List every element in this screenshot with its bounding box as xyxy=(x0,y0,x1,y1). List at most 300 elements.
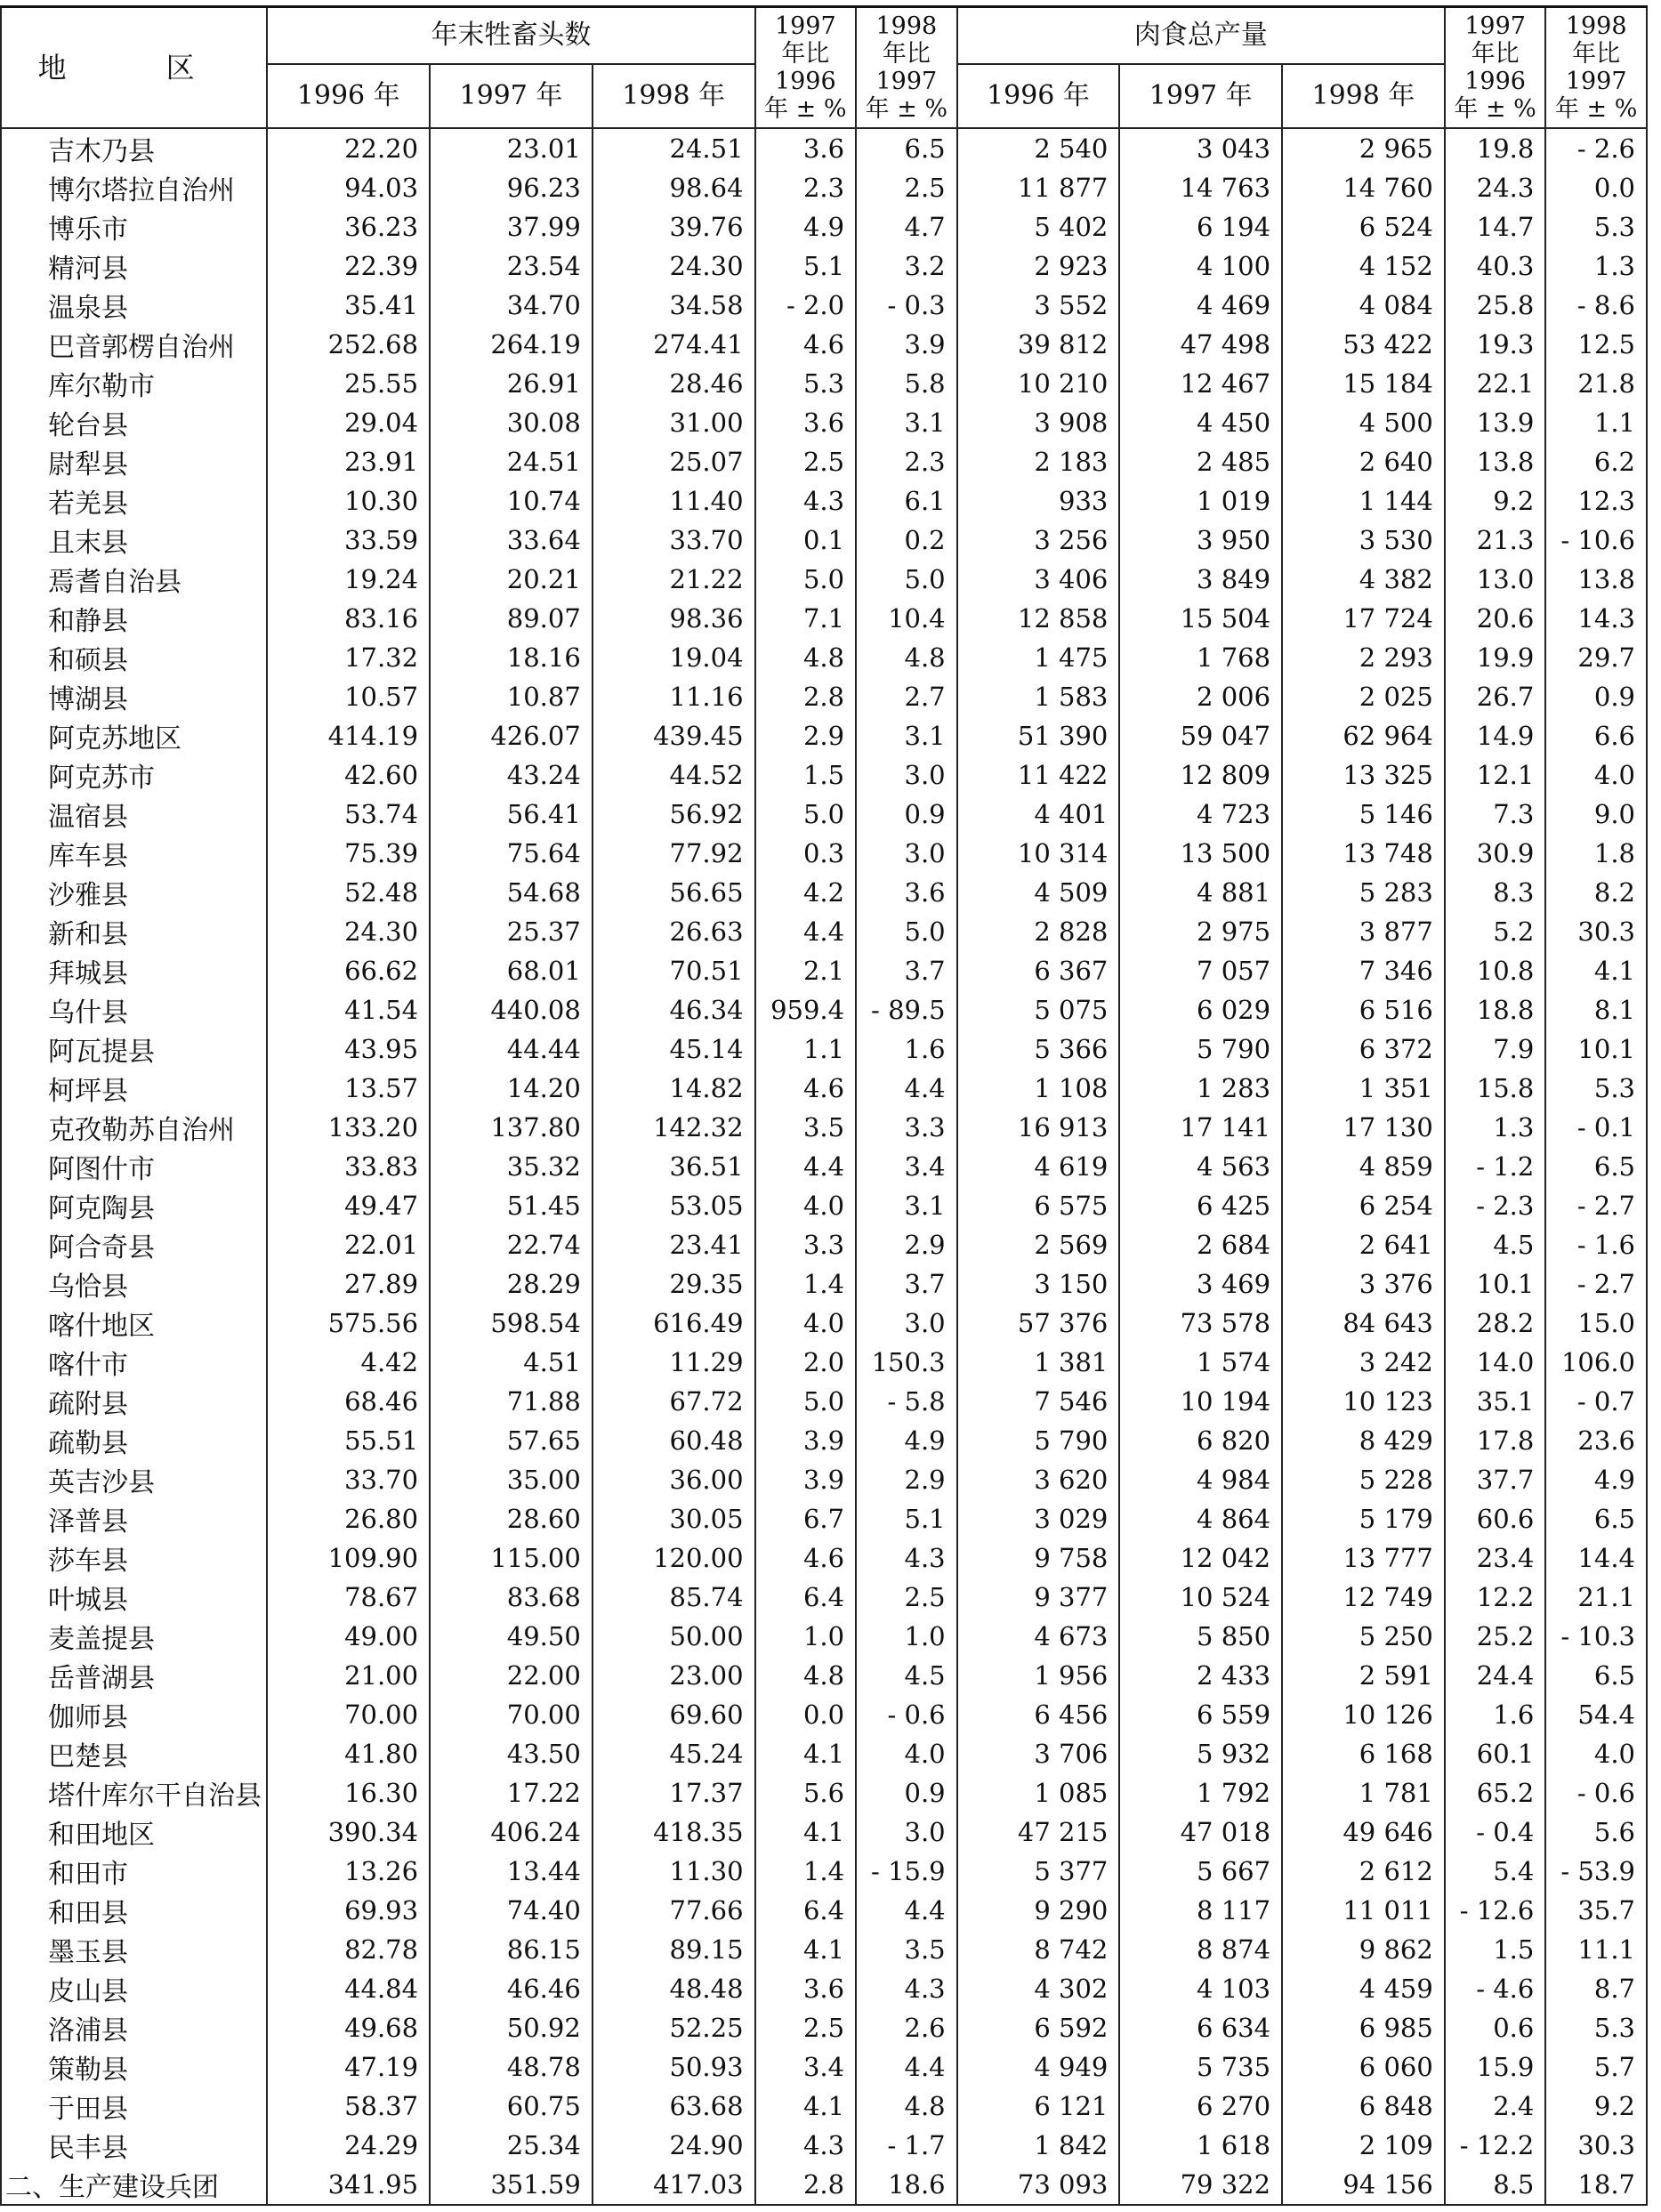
cell-meat-1997: 17 141 xyxy=(1119,1108,1282,1147)
table-row xyxy=(1,2008,1647,2047)
cell-livestock-1997: 406.24 xyxy=(430,1812,593,1852)
cell-meat-1998: 6 848 xyxy=(1282,2087,1445,2126)
cell-livestock-chg98: 3.9 xyxy=(856,325,957,364)
cell-meat-1998: 5 250 xyxy=(1282,1617,1445,1656)
cell-livestock-chg97: 3.6 xyxy=(755,403,857,442)
cell-meat-chg98: 29.7 xyxy=(1545,638,1647,677)
cell-livestock-1998: 23.00 xyxy=(593,1656,755,1695)
cell-livestock-chg98: 3.3 xyxy=(856,1108,957,1147)
cell-livestock-chg98: 2.5 xyxy=(856,168,957,207)
cell-livestock-1997: 54.68 xyxy=(430,873,593,912)
cell-livestock-chg97: 4.3 xyxy=(755,2126,857,2165)
cell-livestock-1997: 71.88 xyxy=(430,1382,593,1421)
cell-meat-1998: 4 382 xyxy=(1282,560,1445,599)
cell-livestock-chg98: 5.1 xyxy=(856,1499,957,1538)
cell-livestock-1998: 31.00 xyxy=(593,403,755,442)
cell-meat-1996: 3 620 xyxy=(957,1460,1120,1499)
cell-meat-1997: 2 433 xyxy=(1119,1656,1282,1695)
cell-livestock-1997: 30.08 xyxy=(430,403,593,442)
cell-meat-chg98: 10.1 xyxy=(1545,1029,1647,1069)
cell-meat-1996: 5 402 xyxy=(957,207,1120,246)
cell-livestock-1997: 96.23 xyxy=(430,168,593,207)
cell-meat-chg98: - 0.6 xyxy=(1545,1773,1647,1812)
cell-meat-chg97: - 12.6 xyxy=(1445,1891,1546,1930)
cell-meat-1996: 6 367 xyxy=(957,951,1120,990)
cell-livestock-chg98: 3.5 xyxy=(856,1930,957,1969)
cell-meat-1996: 2 183 xyxy=(957,442,1120,481)
cell-livestock-chg97: 2.1 xyxy=(755,951,857,990)
table-row xyxy=(1,1538,1647,1578)
cell-region-name: 若羌县 xyxy=(1,481,267,521)
cell-livestock-chg98: 3.0 xyxy=(856,755,957,795)
cell-livestock-1997: 25.34 xyxy=(430,2126,593,2165)
cell-livestock-1997: 49.50 xyxy=(430,1617,593,1656)
cell-meat-chg98: 0.0 xyxy=(1545,168,1647,207)
cell-meat-chg98: 5.3 xyxy=(1545,207,1647,246)
cell-livestock-1998: 30.05 xyxy=(593,1499,755,1538)
cell-meat-1998: 5 283 xyxy=(1282,873,1445,912)
cell-livestock-1997: 50.92 xyxy=(430,2008,593,2047)
cell-livestock-chg97: 3.3 xyxy=(755,1225,857,1264)
cell-region-name: 岳普湖县 xyxy=(1,1656,267,1695)
cell-meat-chg98: 21.8 xyxy=(1545,364,1647,403)
table-row xyxy=(1,716,1647,755)
cell-meat-chg98: 8.7 xyxy=(1545,1969,1647,2008)
cell-livestock-chg98: 4.9 xyxy=(856,1421,957,1460)
cell-meat-1998: 12 749 xyxy=(1282,1578,1445,1617)
cell-meat-chg97: - 0.4 xyxy=(1445,1812,1546,1852)
cell-livestock-chg98: 3.6 xyxy=(856,873,957,912)
cell-meat-1996: 4 401 xyxy=(957,795,1120,834)
cell-meat-1996: 2 569 xyxy=(957,1225,1120,1264)
cell-region-name: 乌什县 xyxy=(1,990,267,1029)
cell-meat-chg97: 2.4 xyxy=(1445,2087,1546,2126)
cell-meat-chg97: 20.6 xyxy=(1445,599,1546,638)
cell-meat-1998: 2 965 xyxy=(1282,128,1445,168)
cell-meat-1996: 1 956 xyxy=(957,1656,1120,1695)
cell-livestock-chg97: 4.1 xyxy=(755,1734,857,1773)
cell-meat-1998: 2 640 xyxy=(1282,442,1445,481)
cell-livestock-1998: 29.35 xyxy=(593,1264,755,1304)
cell-livestock-1996: 23.91 xyxy=(267,442,430,481)
cell-livestock-chg97: 2.5 xyxy=(755,2008,857,2047)
cell-meat-chg97: - 4.6 xyxy=(1445,1969,1546,2008)
cell-meat-1997: 47 018 xyxy=(1119,1812,1282,1852)
cell-meat-chg98: 5.7 xyxy=(1545,2047,1647,2087)
cell-livestock-chg98: 2.3 xyxy=(856,442,957,481)
cell-meat-1996: 11 877 xyxy=(957,168,1120,207)
cell-region-name: 阿克陶县 xyxy=(1,1186,267,1225)
cell-livestock-1996: 575.56 xyxy=(267,1304,430,1343)
cell-livestock-chg97: 3.6 xyxy=(755,1969,857,2008)
cell-livestock-1997: 74.40 xyxy=(430,1891,593,1930)
cell-meat-1997: 12 467 xyxy=(1119,364,1282,403)
table-row xyxy=(1,677,1647,716)
cell-meat-chg97: 21.3 xyxy=(1445,521,1546,560)
cell-meat-1998: 1 351 xyxy=(1282,1069,1445,1108)
cell-livestock-1997: 28.29 xyxy=(430,1264,593,1304)
cell-livestock-1996: 33.59 xyxy=(267,521,430,560)
cell-livestock-chg97: 5.1 xyxy=(755,246,857,286)
cell-meat-1997: 2 006 xyxy=(1119,677,1282,716)
cell-livestock-chg97: - 2.0 xyxy=(755,286,857,325)
cell-meat-chg98: 4.9 xyxy=(1545,1460,1647,1499)
cell-livestock-chg97: 4.6 xyxy=(755,1538,857,1578)
cell-region-name: 巴音郭楞自治州 xyxy=(1,325,267,364)
cell-region-name: 博尔塔拉自治州 xyxy=(1,168,267,207)
cell-region-name: 博乐市 xyxy=(1,207,267,246)
cell-livestock-chg98: 1.6 xyxy=(856,1029,957,1069)
cell-livestock-1996: 4.42 xyxy=(267,1343,430,1382)
cell-region-name: 喀什地区 xyxy=(1,1304,267,1343)
cell-livestock-1997: 17.22 xyxy=(430,1773,593,1812)
table-row xyxy=(1,1029,1647,1069)
header-region: 地 区 xyxy=(1,7,267,129)
cell-region-name: 阿图什市 xyxy=(1,1147,267,1186)
cell-livestock-1998: 77.92 xyxy=(593,834,755,873)
cell-meat-chg98: 13.8 xyxy=(1545,560,1647,599)
cell-region-name: 新和县 xyxy=(1,912,267,951)
table-row xyxy=(1,1069,1647,1108)
cell-meat-1997: 5 667 xyxy=(1119,1852,1282,1891)
cell-livestock-chg97: 5.3 xyxy=(755,364,857,403)
cell-livestock-chg98: 3.4 xyxy=(856,1147,957,1186)
table-row xyxy=(1,638,1647,677)
cell-livestock-chg97: 6.7 xyxy=(755,1499,857,1538)
table-row xyxy=(1,1852,1647,1891)
table-row xyxy=(1,951,1647,990)
cell-meat-chg98: 5.3 xyxy=(1545,1069,1647,1108)
cell-meat-1998: 3 877 xyxy=(1282,912,1445,951)
cell-region-name: 尉犁县 xyxy=(1,442,267,481)
table-row xyxy=(1,1460,1647,1499)
cell-meat-chg97: 14.7 xyxy=(1445,207,1546,246)
cell-livestock-1996: 390.34 xyxy=(267,1812,430,1852)
header-meat-chg97: 1997 年比 1996 年 ± % xyxy=(1445,7,1546,129)
cell-livestock-chg97: 959.4 xyxy=(755,990,857,1029)
cell-meat-chg97: 28.2 xyxy=(1445,1304,1546,1343)
cell-livestock-chg98: 6.5 xyxy=(856,128,957,168)
cell-livestock-1996: 33.83 xyxy=(267,1147,430,1186)
table-row xyxy=(1,1812,1647,1852)
cell-region-name: 拜城县 xyxy=(1,951,267,990)
cell-region-name: 和静县 xyxy=(1,599,267,638)
cell-region-name: 泽普县 xyxy=(1,1499,267,1538)
cell-livestock-1998: 36.00 xyxy=(593,1460,755,1499)
cell-livestock-1998: 28.46 xyxy=(593,364,755,403)
cell-livestock-1996: 94.03 xyxy=(267,168,430,207)
cell-livestock-1998: 23.41 xyxy=(593,1225,755,1264)
cell-meat-1997: 2 975 xyxy=(1119,912,1282,951)
cell-meat-1998: 1 781 xyxy=(1282,1773,1445,1812)
cell-meat-1996: 6 592 xyxy=(957,2008,1120,2047)
table-row xyxy=(1,1382,1647,1421)
cell-livestock-chg97: 1.5 xyxy=(755,755,857,795)
cell-meat-1997: 6 634 xyxy=(1119,2008,1282,2047)
table-row xyxy=(1,2087,1647,2126)
cell-livestock-1997: 46.46 xyxy=(430,1969,593,2008)
cell-meat-1997: 6 820 xyxy=(1119,1421,1282,1460)
cell-meat-chg97: 60.6 xyxy=(1445,1499,1546,1538)
cell-meat-chg98: 1.1 xyxy=(1545,403,1647,442)
cell-meat-chg97: 1.5 xyxy=(1445,1930,1546,1969)
cell-livestock-chg98: 0.9 xyxy=(856,795,957,834)
cell-livestock-1998: 98.64 xyxy=(593,168,755,207)
cell-livestock-1996: 68.46 xyxy=(267,1382,430,1421)
cell-meat-1997: 1 283 xyxy=(1119,1069,1282,1108)
cell-livestock-chg97: 0.1 xyxy=(755,521,857,560)
cell-livestock-chg97: 3.9 xyxy=(755,1421,857,1460)
cell-meat-chg97: 10.1 xyxy=(1445,1264,1546,1304)
table-row xyxy=(1,1421,1647,1460)
cell-meat-chg97: 24.3 xyxy=(1445,168,1546,207)
cell-livestock-1997: 10.74 xyxy=(430,481,593,521)
cell-livestock-1998: 98.36 xyxy=(593,599,755,638)
cell-livestock-1997: 48.78 xyxy=(430,2047,593,2087)
cell-livestock-1996: 70.00 xyxy=(267,1695,430,1734)
cell-region-name: 焉耆自治县 xyxy=(1,560,267,599)
cell-meat-1997: 6 270 xyxy=(1119,2087,1282,2126)
cell-meat-1997: 13 500 xyxy=(1119,834,1282,873)
header-livestock-chg98: 1998 年比 1997 年 ± % xyxy=(856,7,957,129)
cell-livestock-1998: 24.30 xyxy=(593,246,755,286)
cell-meat-1996: 3 029 xyxy=(957,1499,1120,1538)
cell-meat-chg97: 30.9 xyxy=(1445,834,1546,873)
table-row xyxy=(1,912,1647,951)
cell-meat-1997: 2 485 xyxy=(1119,442,1282,481)
cell-meat-chg98: 8.2 xyxy=(1545,873,1647,912)
cell-meat-chg97: 5.2 xyxy=(1445,912,1546,951)
cell-livestock-chg97: 1.4 xyxy=(755,1852,857,1891)
header-livestock: 年末牲畜头数 xyxy=(267,7,754,65)
header-livestock-1997: 1997 年 xyxy=(430,64,593,128)
cell-meat-chg97: 19.8 xyxy=(1445,128,1546,168)
cell-meat-1996: 4 302 xyxy=(957,1969,1120,2008)
cell-livestock-1998: 439.45 xyxy=(593,716,755,755)
cell-meat-1997: 3 043 xyxy=(1119,128,1282,168)
cell-livestock-chg97: 0.0 xyxy=(755,1695,857,1734)
cell-meat-1996: 4 509 xyxy=(957,873,1120,912)
table-row xyxy=(1,1186,1647,1225)
cell-meat-chg97: 18.8 xyxy=(1445,990,1546,1029)
cell-meat-chg98: 54.4 xyxy=(1545,1695,1647,1734)
cell-livestock-chg98: 18.6 xyxy=(856,2165,957,2205)
cell-livestock-1998: 274.41 xyxy=(593,325,755,364)
cell-meat-1998: 5 179 xyxy=(1282,1499,1445,1538)
cell-livestock-1996: 21.00 xyxy=(267,1656,430,1695)
table-row xyxy=(1,1617,1647,1656)
cell-region-name: 皮山县 xyxy=(1,1969,267,2008)
cell-meat-chg98: - 1.6 xyxy=(1545,1225,1647,1264)
cell-livestock-1997: 115.00 xyxy=(430,1538,593,1578)
cell-region-name: 阿克苏市 xyxy=(1,755,267,795)
cell-meat-1998: 4 084 xyxy=(1282,286,1445,325)
cell-livestock-chg97: 5.0 xyxy=(755,795,857,834)
cell-meat-chg98: 11.1 xyxy=(1545,1930,1647,1969)
cell-livestock-1997: 56.41 xyxy=(430,795,593,834)
cell-livestock-1996: 24.29 xyxy=(267,2126,430,2165)
cell-meat-1997: 14 763 xyxy=(1119,168,1282,207)
cell-region-name: 疏勒县 xyxy=(1,1421,267,1460)
cell-livestock-chg97: 3.9 xyxy=(755,1460,857,1499)
cell-meat-chg97: - 1.2 xyxy=(1445,1147,1546,1186)
cell-livestock-1997: 89.07 xyxy=(430,599,593,638)
cell-livestock-1997: 43.50 xyxy=(430,1734,593,1773)
table-row xyxy=(1,168,1647,207)
cell-meat-1997: 12 809 xyxy=(1119,755,1282,795)
header-livestock-1996: 1996 年 xyxy=(267,64,430,128)
cell-meat-1997: 1 618 xyxy=(1119,2126,1282,2165)
cell-meat-chg97: 40.3 xyxy=(1445,246,1546,286)
cell-livestock-chg97: 4.0 xyxy=(755,1304,857,1343)
cell-livestock-1996: 49.47 xyxy=(267,1186,430,1225)
header-meat-1997: 1997 年 xyxy=(1119,64,1282,128)
table-row xyxy=(1,207,1647,246)
cell-meat-1997: 5 932 xyxy=(1119,1734,1282,1773)
table-row xyxy=(1,1773,1647,1812)
cell-livestock-chg98: 4.4 xyxy=(856,1891,957,1930)
cell-meat-1996: 4 619 xyxy=(957,1147,1120,1186)
cell-meat-1998: 2 109 xyxy=(1282,2126,1445,2165)
cell-meat-1998: 13 325 xyxy=(1282,755,1445,795)
cell-livestock-1996: 10.30 xyxy=(267,481,430,521)
cell-meat-1997: 4 103 xyxy=(1119,1969,1282,2008)
cell-meat-1997: 4 450 xyxy=(1119,403,1282,442)
cell-meat-chg98: 30.3 xyxy=(1545,912,1647,951)
table-row xyxy=(1,1264,1647,1304)
cell-livestock-1996: 41.54 xyxy=(267,990,430,1029)
cell-meat-1998: 3 530 xyxy=(1282,521,1445,560)
cell-livestock-1998: 25.07 xyxy=(593,442,755,481)
cell-meat-1997: 4 469 xyxy=(1119,286,1282,325)
table-row xyxy=(1,481,1647,521)
cell-livestock-1997: 33.64 xyxy=(430,521,593,560)
cell-meat-chg98: - 0.1 xyxy=(1545,1108,1647,1147)
cell-livestock-1998: 11.40 xyxy=(593,481,755,521)
cell-region-name: 伽师县 xyxy=(1,1695,267,1734)
cell-livestock-chg98: 3.2 xyxy=(856,246,957,286)
cell-meat-chg98: 14.4 xyxy=(1545,1538,1647,1578)
cell-livestock-chg98: 4.7 xyxy=(856,207,957,246)
cell-meat-1996: 51 390 xyxy=(957,716,1120,755)
cell-region-name: 塔什库尔干自治县 xyxy=(1,1773,267,1812)
cell-meat-chg97: 35.1 xyxy=(1445,1382,1546,1421)
cell-meat-1996: 5 075 xyxy=(957,990,1120,1029)
cell-livestock-chg98: 5.0 xyxy=(856,912,957,951)
cell-livestock-1997: 20.21 xyxy=(430,560,593,599)
cell-region-name: 和田地区 xyxy=(1,1812,267,1852)
cell-meat-1997: 79 322 xyxy=(1119,2165,1282,2205)
cell-meat-chg98: 4.0 xyxy=(1545,755,1647,795)
cell-livestock-1996: 16.30 xyxy=(267,1773,430,1812)
cell-livestock-1997: 34.70 xyxy=(430,286,593,325)
cell-region-name: 麦盖提县 xyxy=(1,1617,267,1656)
cell-meat-1996: 3 256 xyxy=(957,521,1120,560)
table-row xyxy=(1,834,1647,873)
cell-livestock-1997: 86.15 xyxy=(430,1930,593,1969)
cell-region-name: 叶城县 xyxy=(1,1578,267,1617)
cell-livestock-1998: 70.51 xyxy=(593,951,755,990)
cell-meat-chg97: 12.1 xyxy=(1445,755,1546,795)
cell-meat-1997: 6 425 xyxy=(1119,1186,1282,1225)
cell-meat-1996: 3 706 xyxy=(957,1734,1120,1773)
cell-livestock-chg97: 1.0 xyxy=(755,1617,857,1656)
cell-livestock-1996: 13.26 xyxy=(267,1852,430,1891)
cell-meat-1996: 5 790 xyxy=(957,1421,1120,1460)
cell-meat-chg97: 14.0 xyxy=(1445,1343,1546,1382)
cell-meat-chg97: 25.2 xyxy=(1445,1617,1546,1656)
cell-meat-chg97: 15.9 xyxy=(1445,2047,1546,2087)
cell-meat-1996: 4 949 xyxy=(957,2047,1120,2087)
cell-meat-chg98: 4.0 xyxy=(1545,1734,1647,1773)
cell-region-name: 莎车县 xyxy=(1,1538,267,1578)
cell-meat-1996: 3 406 xyxy=(957,560,1120,599)
cell-livestock-1996: 53.74 xyxy=(267,795,430,834)
cell-meat-chg97: 5.4 xyxy=(1445,1852,1546,1891)
cell-livestock-1997: 70.00 xyxy=(430,1695,593,1734)
cell-livestock-1997: 75.64 xyxy=(430,834,593,873)
cell-livestock-1998: 34.58 xyxy=(593,286,755,325)
cell-livestock-1997: 264.19 xyxy=(430,325,593,364)
cell-livestock-chg97: 5.0 xyxy=(755,1382,857,1421)
cell-meat-1998: 53 422 xyxy=(1282,325,1445,364)
cell-livestock-1996: 69.93 xyxy=(267,1891,430,1930)
cell-livestock-chg97: 4.1 xyxy=(755,1930,857,1969)
cell-livestock-1997: 426.07 xyxy=(430,716,593,755)
cell-livestock-1996: 24.30 xyxy=(267,912,430,951)
cell-meat-1997: 3 849 xyxy=(1119,560,1282,599)
cell-livestock-1997: 25.37 xyxy=(430,912,593,951)
cell-meat-1998: 62 964 xyxy=(1282,716,1445,755)
table-row xyxy=(1,286,1647,325)
cell-livestock-1996: 10.57 xyxy=(267,677,430,716)
cell-livestock-1998: 56.65 xyxy=(593,873,755,912)
cell-meat-1998: 3 376 xyxy=(1282,1264,1445,1304)
cell-meat-1996: 6 575 xyxy=(957,1186,1120,1225)
cell-region-name: 阿克苏地区 xyxy=(1,716,267,755)
cell-region-name: 沙雅县 xyxy=(1,873,267,912)
cell-meat-1997: 12 042 xyxy=(1119,1538,1282,1578)
cell-meat-chg98: 9.2 xyxy=(1545,2087,1647,2126)
cell-meat-chg98: 18.7 xyxy=(1545,2165,1647,2205)
cell-meat-1998: 6 372 xyxy=(1282,1029,1445,1069)
cell-region-name: 民丰县 xyxy=(1,2126,267,2165)
cell-livestock-chg98: 3.0 xyxy=(856,1812,957,1852)
cell-meat-chg98: 106.0 xyxy=(1545,1343,1647,1382)
cell-livestock-1996: 17.32 xyxy=(267,638,430,677)
cell-meat-chg98: - 2.7 xyxy=(1545,1186,1647,1225)
cell-meat-1997: 6 029 xyxy=(1119,990,1282,1029)
table-row xyxy=(1,403,1647,442)
cell-livestock-1996: 13.57 xyxy=(267,1069,430,1108)
cell-livestock-1998: 53.05 xyxy=(593,1186,755,1225)
cell-meat-1998: 6 060 xyxy=(1282,2047,1445,2087)
cell-livestock-1998: 33.70 xyxy=(593,521,755,560)
cell-livestock-1998: 39.76 xyxy=(593,207,755,246)
cell-meat-1998: 2 293 xyxy=(1282,638,1445,677)
cell-meat-1997: 1 019 xyxy=(1119,481,1282,521)
cell-meat-1998: 4 459 xyxy=(1282,1969,1445,2008)
cell-livestock-chg98: - 0.3 xyxy=(856,286,957,325)
table-row xyxy=(1,2165,1647,2205)
cell-livestock-1997: 35.32 xyxy=(430,1147,593,1186)
cell-meat-1996: 7 546 xyxy=(957,1382,1120,1421)
cell-livestock-1998: 50.00 xyxy=(593,1617,755,1656)
cell-meat-chg98: 5.6 xyxy=(1545,1812,1647,1852)
cell-region-name: 轮台县 xyxy=(1,403,267,442)
cell-meat-chg97: 15.8 xyxy=(1445,1069,1546,1108)
cell-meat-chg97: 24.4 xyxy=(1445,1656,1546,1695)
